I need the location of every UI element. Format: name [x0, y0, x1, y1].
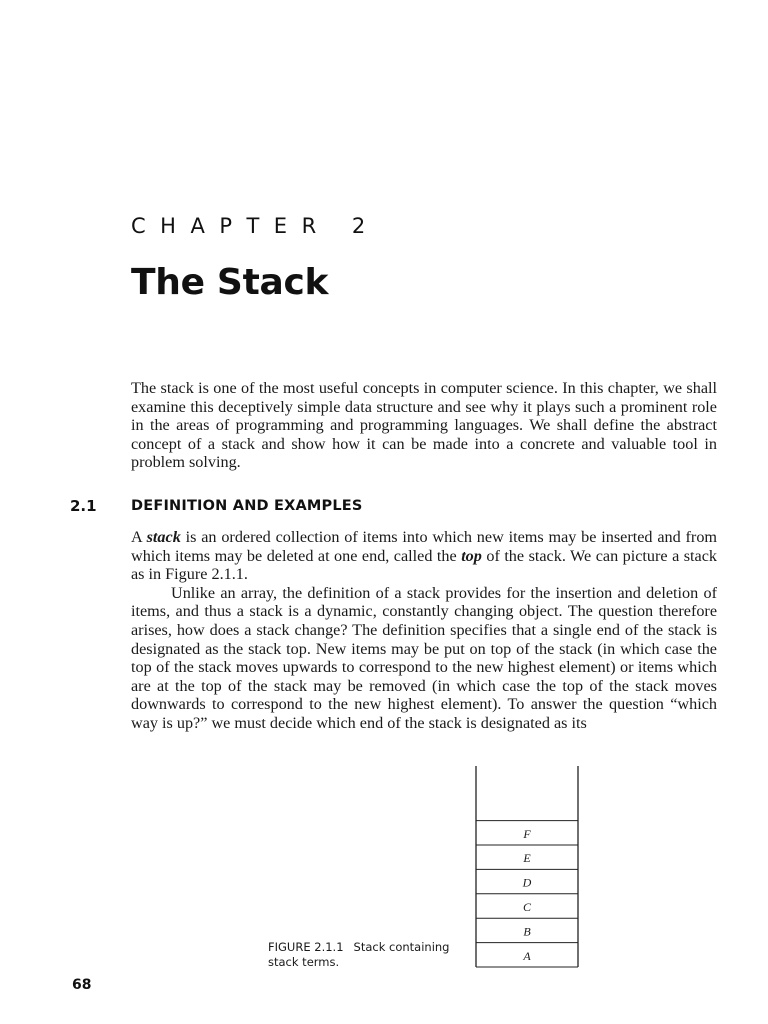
section-number: 2.1	[70, 497, 97, 515]
term-stack: stack	[146, 528, 181, 546]
definition-paragraph	[131, 528, 717, 584]
definition-text-3: of the stack. We can picture a stack as in Figure 2.1.1.	[131, 546, 717, 584]
figure-caption	[268, 940, 468, 970]
stack-item-c: C	[522, 900, 532, 914]
section-body	[131, 528, 717, 733]
intro-text: The stack is one of the most useful concepts in computer science. In this chapter, we shall examine this deceptively simple data structure and see why it plays such a prominent role in the areas of programming and programming languages. We shall define the abstract concept of a stack and show how it can be made into a concrete and valuable tool in problem solving.	[131, 379, 717, 472]
stack-item-d: D	[522, 875, 532, 890]
definition-text-1: A	[131, 528, 147, 546]
stack-item-e: E	[523, 851, 531, 866]
chapter-label: CHAPTER 2	[131, 214, 380, 238]
definition-text-2: is an ordered collection of items into which new items may be inserted and from which items may be deleted at one end, called the	[131, 528, 717, 565]
page-number: 68	[72, 977, 92, 993]
stack-diagram	[474, 766, 580, 970]
figure-caption-text: Stack containing stack terms.	[268, 940, 450, 969]
chapter-title: The Stack	[131, 262, 329, 303]
term-top: top	[461, 546, 482, 565]
intro-paragraph	[131, 379, 717, 472]
stack-change-paragraph: Unlike an array, the definition of a stack provides for the insertion and deletion of items, and thus a stack is a dynamic, constantly changing object. The question therefore arises, how does a stack change? The definition specifies that a single end of the stack is designated as the stack top. New items may be put on top of the stack (in which case the top of the stack moves upwards to correspond to the new highest element) or items which are at the top of the stack may be removed (in which case the top of the stack moves downwards to correspond to the new highest element). To answer the question “which way is up?” we must decide which end of the stack is designated as its	[131, 583, 717, 732]
figure-label: FIGURE 2.1.1	[268, 940, 344, 954]
stack-item-f: F	[523, 826, 531, 841]
stack-item-b: B	[523, 924, 531, 939]
section-title: DEFINITION AND EXAMPLES	[131, 498, 363, 514]
stack-item-a: A	[523, 948, 531, 963]
